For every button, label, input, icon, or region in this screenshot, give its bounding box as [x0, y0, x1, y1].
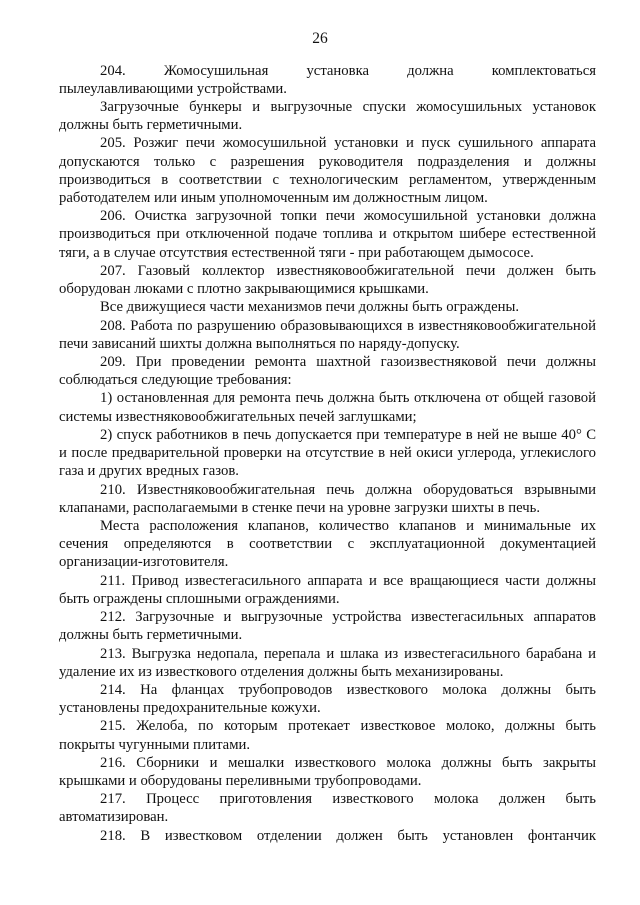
paragraph-212: 212. Загрузочные и выгрузочные устройства известегасильных аппаратов должны быть герметичными.: [59, 609, 596, 644]
paragraph-211: 211. Привод известегасильного аппарата и все вращающиеся части должны быть ограждены сплошными ограждениями.: [59, 572, 596, 607]
paragraph-206: 206. Очистка загрузочной топки печи жомосушильной установки должна производиться при отключенной подаче топлива и открытом шибере естественной тяги, а в случае отсутствия естественной тяги - при работающем дымососе.: [59, 208, 596, 261]
paragraph-216: 216. Сборники и мешалки известкового молока должны быть закрыты крышками и оборудованы переливными трубопроводами.: [59, 754, 596, 790]
paragraph-209-item-2: 2) спуск работников в печь допускается при температуре в ней не выше 40° С и после предварительной проверки на отсутствие в ней окиси углерода, углекислого газа и других вредных газов.: [59, 426, 596, 480]
paragraph-215: 215. Желоба, по которым протекает известковое молоко, должны быть покрыты чугунными плитами.: [59, 718, 596, 753]
paragraph-209-item-1: 1) остановленная для ремонта печь должна быть отключена от общей газовой системы известняковообжигательных печей заглушками;: [59, 390, 596, 425]
paragraph-204-bunkers: Загрузочные бункеры и выгрузочные спуски жомосушильных установок должны быть герметичными.: [59, 98, 596, 134]
paragraph-207: 207. Газовый коллектор известняковообжигательной печи должен быть оборудован люками с плотно закрывающимися крышками.: [59, 262, 596, 298]
paragraph-218: 218. В известковом отделении должен быть установлен фонтанчик: [100, 827, 596, 844]
paragraph-217: 217. Процесс приготовления известкового молока должен быть автоматизирован.: [59, 791, 596, 826]
paragraph-210-valves: Места расположения клапанов, количество клапанов и минимальные их сечения определяются в соответствии с эксплуатационной документацией организации-изготовителя.: [59, 517, 596, 571]
paragraph-207-moving-parts: Все движущиеся части механизмов печи должны быть ограждены.: [100, 299, 520, 316]
paragraph-210: 210. Известняковообжигательная печь должна оборудоваться взрывными клапанами, располагаемыми в стенке печи на уровне загрузки шихты в печь.: [59, 481, 596, 516]
paragraph-208: 208. Работа по разрушению образовывающихся в известняковообжигательной печи зависаний шихты должна выполняться по наряду-допуску.: [59, 317, 596, 352]
paragraph-205: 205. Розжиг печи жомосушильной установки и пуск сушильного аппарата допускаются только с разрешения руководителя подразделения и должны производиться в соответствии с технологическим регламентом, утвержденным работодателем или иным уполномоченным им должностным лицом.: [59, 135, 596, 207]
paragraph-213: 213. Выгрузка недопала, перепала и шлака из известегасильного барабана и удаление их из известкового отделения должны быть механизированы.: [59, 645, 596, 680]
document-body: [59, 62, 596, 845]
page-number: 26: [312, 30, 328, 47]
paragraph-209: 209. При проведении ремонта шахтной газоизвестняковой печи должны соблюдаться следующие требования:: [59, 354, 596, 389]
paragraph-214: 214. На фланцах трубопроводов известкового молока должны быть установлены предохранительные кожухи.: [59, 681, 596, 717]
paragraph-204: 204. Жомосушильная установка должна комплектоваться пылеулавливающими устройствами.: [59, 62, 596, 97]
